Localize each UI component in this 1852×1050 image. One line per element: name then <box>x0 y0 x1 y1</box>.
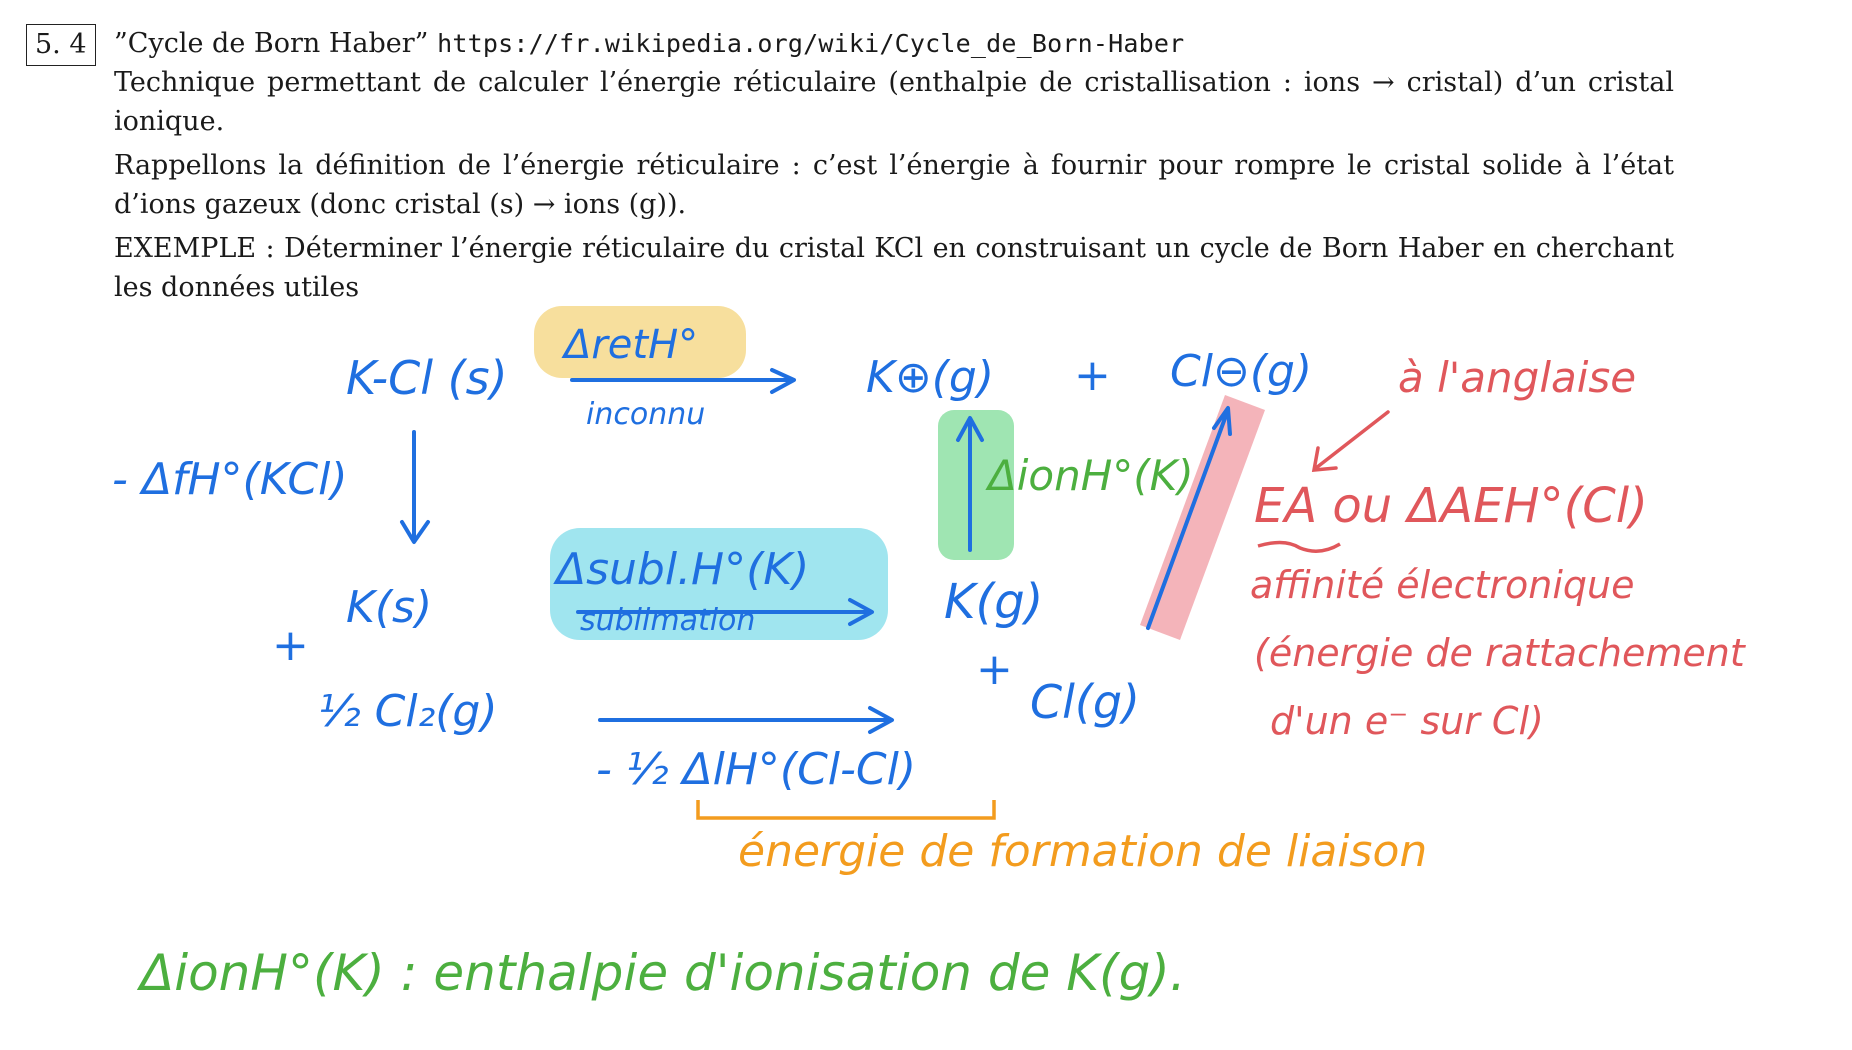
label-plus-3: + <box>976 644 1013 695</box>
label-energie-formation: énergie de formation de liaison <box>738 826 1428 877</box>
bracket-liaison <box>698 800 994 818</box>
label-sublimation: sublimation <box>580 603 756 638</box>
label-energie-rattachement: (énergie de rattachement <box>1254 631 1745 675</box>
label-plus-1: + <box>1074 350 1111 401</box>
label-cl-g: Cl(g) <box>1030 675 1140 729</box>
label-k-s: K(s) <box>346 582 433 633</box>
label-cl-minus-g: Cl⊖(g) <box>1170 346 1313 397</box>
label-ea-ou: EA ou ΔAEH°(Cl) <box>1254 478 1648 534</box>
paragraph-2-line-1: Rappellons la définition de l’énergie réticulaire : c’est l’énergie à fournir pour rompre le cristal solide à l’état <box>114 150 1674 181</box>
arrow-dissociation <box>600 708 892 732</box>
underline-ea <box>1258 542 1340 551</box>
label-affinite: affinité électronique <box>1250 563 1635 607</box>
label-inconnu: inconnu <box>586 397 706 432</box>
paragraph-1-line-2: ionique. <box>114 106 225 137</box>
label-a-langlaise: à l'anglaise <box>1398 353 1637 402</box>
wikipedia-link[interactable]: https://fr.wikipedia.org/wiki/Cycle_de_Born-Haber <box>437 29 1185 58</box>
paragraph-2-line-2: d’ions gazeux (donc cristal (s) → ions (g)). <box>114 189 687 220</box>
label-plus-2: + <box>272 620 309 671</box>
section-title: ”Cycle de Born Haber” <box>114 28 429 59</box>
label-dun-e: d'un e⁻ sur Cl) <box>1270 699 1544 743</box>
paragraph-3-line-2: les données utiles <box>114 272 360 303</box>
arrow-anglaise <box>1314 412 1388 470</box>
paragraph-3-line-1: EXEMPLE : Déterminer l’énergie réticulaire du cristal KCl en construisant un cycle de Born Haber en cherchant <box>114 233 1674 264</box>
paragraph-1-line-1: Technique permettant de calculer l’énergie réticulaire (enthalpie de cristallisation : ions → cristal) d’un cristal <box>114 67 1674 98</box>
label-kcl-s: K-Cl (s) <box>346 351 508 405</box>
label-delta-ion: ΔionH°(K) <box>988 451 1194 500</box>
label-half-cl2: ½ Cl₂(g) <box>318 686 498 737</box>
arrow-formation <box>402 432 428 542</box>
label-delta-ret: ΔretH° <box>564 322 699 368</box>
label-delta-l: - ½ ΔlH°(Cl-Cl) <box>596 744 917 795</box>
label-delta-f: - ΔfH°(KCl) <box>112 454 348 505</box>
section-number: 5. 4 <box>26 24 96 66</box>
label-k-plus-g: K⊕(g) <box>866 352 994 403</box>
label-k-g: K(g) <box>944 574 1044 630</box>
label-delta-subl: Δsubl.H°(K) <box>556 544 810 595</box>
bottom-note: ΔionH°(K) : enthalpie d'ionisation de K(g). <box>140 944 1186 1002</box>
